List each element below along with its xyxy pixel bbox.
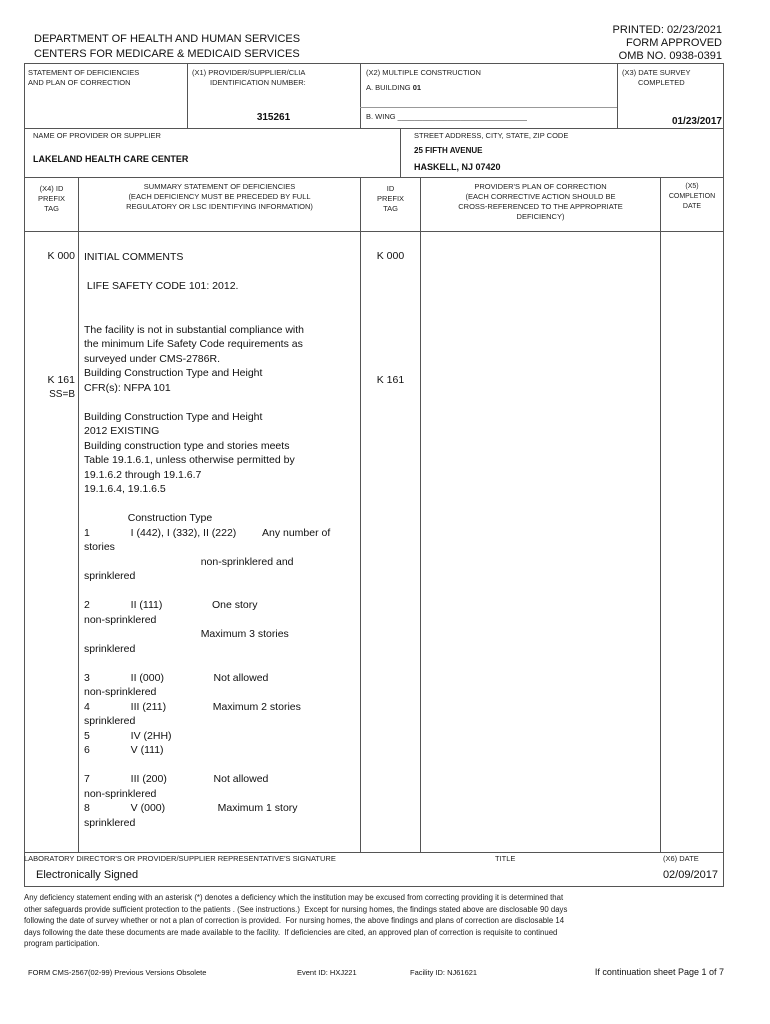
tag-k000-left: K 000: [47, 250, 75, 262]
rule-col-4: [660, 177, 661, 852]
deficiency-summary-text: INITIAL COMMENTS LIFE SAFETY CODE 101: 2012. The facility is not in substantial compliance with the minimum Life Safety Code requirements as surveyed under CMS-2786R. Building Construction Type and Height CFR(s): NFPA 101 Building Construction Type and Height 2012 EXISTING Building construction type and stories meets Table 19.1.6.1, unless otherwise permitted by 19.1.6.2 through 19.1.6.7 19.1.6.4, 19.1.6.5 Construction Type 1 I (442), I (332), II (222) Any number of stories non-sprinklered and sprinklered 2 II (111) One story non-sprinklered Maximum 3 stories sprinklered 3 II (000) Not allowed non-sprinklered 4 III (211) Maximum 2 stories sprinklered 5 IV (2HH) 6 V (111) 7 III (200) Not allowed non-sprinklered 8 V (000) Maximum 1 story sprinklered: [84, 251, 331, 829]
rule-building-wing: [360, 107, 617, 108]
rule-col-2: [360, 177, 361, 852]
rule-columns-bottom: [24, 231, 724, 232]
rule-col-3: [420, 177, 421, 852]
form-number: FORM CMS-2567(02-99) Previous Versions Obsolete: [28, 968, 207, 977]
agency-name: CENTERS FOR MEDICARE & MEDICAID SERVICES: [34, 48, 300, 60]
provider-name: LAKELAND HEALTH CARE CENTER: [33, 154, 189, 164]
x4-header: [25, 184, 78, 214]
form-approved: FORM APPROVED: [626, 37, 722, 49]
tag-k161-left: K 161: [47, 374, 75, 386]
summary-header-line: REGULATORY OR LSC IDENTIFYING INFORMATION): [126, 202, 313, 211]
signature-label: LABORATORY DIRECTOR'S OR PROVIDER/SUPPLIER REPRESENTATIVE'S SIGNATURE: [24, 854, 336, 863]
x2-label: (X2) MULTIPLE CONSTRUCTION: [366, 68, 481, 77]
x6-date-label: (X6) DATE: [663, 854, 699, 863]
severity-scope: SS=B: [49, 389, 75, 400]
plan-header-line: DEFICIENCY): [516, 212, 565, 221]
rule-signature-bottom: [24, 886, 724, 887]
rule-box1-bottom: [24, 128, 724, 129]
disclosure-footnote: Any deficiency statement ending with an asterisk (*) denotes a deficiency which the institution may be excused from correcting providing it is determined that other safeguards provide sufficient protection to the patients . (See instructions.) Except for nursing homes, the findings stated above are disclosable 90 days following the date of survey whether or not a plan of correction is provided. For nursing homes, the above findings and plans of correction are disclosable 14 days following the date these documents are made available to the facility. If deficiencies are cited, an approved plan of correction is requisite to continued program participation.: [24, 893, 568, 948]
page-number: If continuation sheet Page 1 of 7: [594, 967, 724, 977]
address-label: STREET ADDRESS, CITY, STATE, ZIP CODE: [414, 131, 569, 140]
summary-header-line: SUMMARY STATEMENT OF DEFICIENCIES: [143, 182, 296, 191]
id-header-line: PREFIX: [376, 194, 405, 203]
x5-header: [661, 182, 723, 212]
summary-header: [79, 182, 360, 212]
event-id: Event ID: HXJ221: [297, 968, 357, 977]
statement-label-1: STATEMENT OF DEFICIENCIES: [28, 68, 140, 77]
plan-header-line: (EACH CORRECTIVE ACTION SHOULD BE: [465, 192, 616, 201]
rule-top: [24, 63, 724, 64]
building-value: 01: [412, 83, 422, 92]
id-header: [361, 184, 420, 214]
x5-header-line: (X5): [685, 183, 699, 190]
id-header-line: ID: [386, 184, 395, 193]
signature-date: 02/09/2017: [662, 869, 718, 881]
x4-header-line: TAG: [44, 204, 59, 213]
plan-header-line: CROSS-REFERENCED TO THE APPROPRIATE: [458, 202, 623, 211]
provider-id-number: 315261: [256, 112, 291, 123]
id-header-line: TAG: [383, 204, 398, 213]
x5-header-line: COMPLETION: [668, 193, 716, 200]
provider-name-label: NAME OF PROVIDER OR SUPPLIER: [33, 131, 161, 140]
tag-k000-right: K 000: [376, 250, 405, 262]
omb-number: OMB NO. 0938-0391: [618, 50, 722, 62]
survey-completed-date: 01/23/2017: [671, 116, 722, 127]
summary-header-line: (EACH DEFICIENCY MUST BE PRECEDED BY FULL: [128, 192, 311, 201]
printed-date: PRINTED: 02/23/2021: [612, 24, 722, 36]
rule-box1-v2: [360, 63, 361, 128]
x1-label-2: IDENTIFICATION NUMBER:: [210, 78, 306, 87]
rule-box1-v3: [617, 63, 618, 128]
x3-label-1: (X3) DATE SURVEY: [622, 68, 691, 77]
department-name: DEPARTMENT OF HEALTH AND HUMAN SERVICES: [34, 33, 301, 45]
x4-header-line: PREFIX: [37, 194, 66, 203]
signature-value: Electronically Signed: [36, 869, 139, 881]
x3-label-2: COMPLETED: [638, 78, 685, 87]
statement-label-2: AND PLAN OF CORRECTION: [28, 78, 131, 87]
building-label: A. BUILDING: [366, 83, 411, 92]
address-line-1: 25 FIFTH AVENUE: [414, 146, 483, 155]
plan-header-line: PROVIDER'S PLAN OF CORRECTION: [474, 182, 607, 191]
wing-label: B. WING _______________________________: [366, 112, 527, 121]
rule-col-1: [78, 177, 79, 852]
facility-id: Facility ID: NJ61621: [410, 968, 478, 977]
x1-label-1: (X1) PROVIDER/SUPPLIER/CLIA: [192, 68, 306, 77]
rule-body-bottom: [24, 852, 724, 853]
plan-header: [421, 182, 660, 222]
tag-k161-right: K 161: [376, 374, 405, 386]
x4-header-line: (X4) ID: [39, 184, 64, 193]
rule-right: [723, 63, 724, 886]
rule-provider-bottom: [24, 177, 724, 178]
title-label: TITLE: [495, 854, 516, 863]
address-line-2: HASKELL, NJ 07420: [414, 162, 501, 172]
rule-provider-v: [400, 128, 401, 177]
x5-header-line: DATE: [682, 203, 702, 210]
